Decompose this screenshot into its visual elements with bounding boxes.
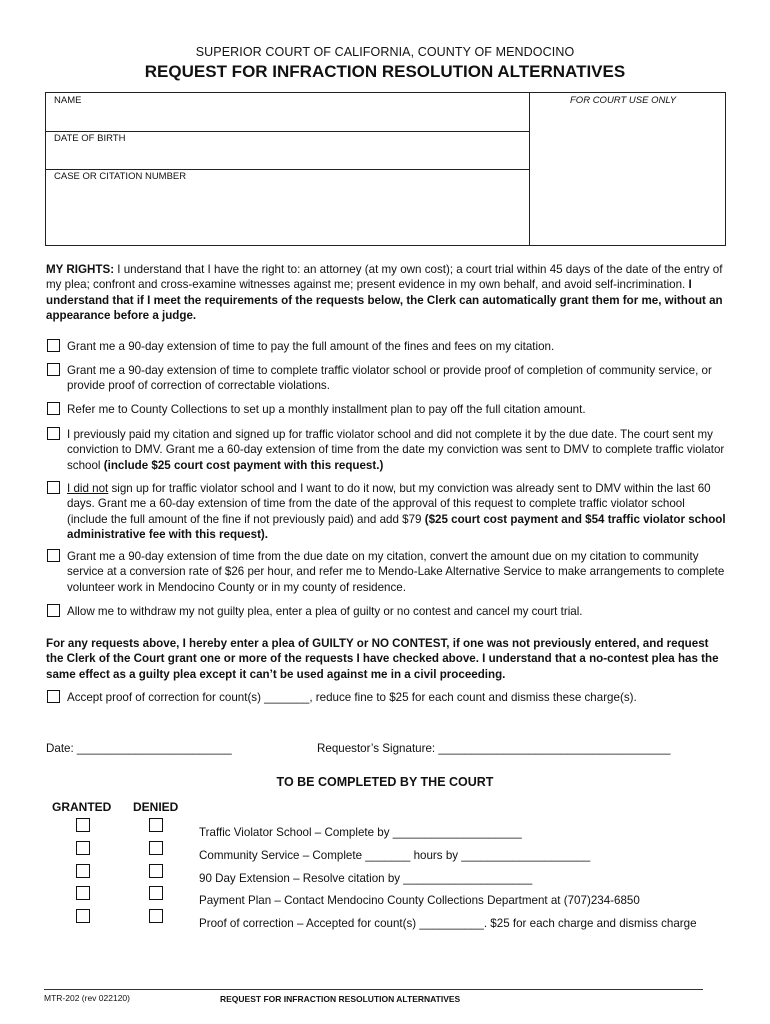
case-number-label: CASE OR CITATION NUMBER	[54, 171, 187, 182]
granted-checkbox[interactable]	[76, 886, 90, 900]
granted-checkbox[interactable]	[76, 841, 90, 855]
option-checkbox-collections[interactable]	[47, 402, 60, 415]
option-checkbox-community-service[interactable]	[47, 549, 60, 562]
denied-checkbox[interactable]	[149, 886, 163, 900]
footer-rule	[44, 989, 703, 990]
form-title: REQUEST FOR INFRACTION RESOLUTION ALTERNATIVES	[144, 62, 626, 81]
correction-checkbox[interactable]	[47, 690, 60, 703]
granted-checkbox[interactable]	[76, 818, 90, 832]
option-90day-pay	[67, 339, 727, 354]
option-bold-text: (include $25 court cost payment with this request.)	[103, 458, 384, 472]
option-checkbox-did-not-sign[interactable]	[47, 481, 60, 494]
option-bold-text: ($25 court cost payment and $54 traffic violator school administrative fee with this request).	[67, 512, 726, 541]
option-checkbox-previously-paid[interactable]	[47, 427, 60, 440]
court-line-proof-correction: Proof of correction – Accepted for count(s) __________. $25 for each charge and dismiss charge	[199, 917, 697, 930]
option-underlined-text: I did not	[67, 482, 109, 495]
denied-checkbox[interactable]	[149, 841, 163, 855]
option-did-not-sign	[67, 481, 727, 542]
option-text: I previously paid my citation and signed up for traffic violator school and did not complete it by the due date. The court sent my conviction to DMV. Grant me a 60-day extension of time from the date my conviction was sent to DMV to complete traffic violator school	[67, 428, 725, 472]
option-90day-tvs	[67, 363, 727, 394]
option-checkbox-90day-pay[interactable]	[47, 339, 60, 352]
option-checkbox-90day-tvs[interactable]	[47, 363, 60, 376]
correction-option: Accept proof of correction for count(s) _______, reduce fine to $25 for each count and dismiss these charge(s).	[67, 691, 637, 704]
court-name: SUPERIOR COURT OF CALIFORNIA, COUNTY OF MENDOCINO	[195, 45, 575, 59]
dob-field[interactable]	[46, 132, 528, 168]
option-text: Grant me a 90-day extension of time from the due date on my citation, convert the amount due on my citation to community service at a conversion rate of $26 per hour, and refer me to Mendo-Lake Alternative Service to make arrangements to complete volunteer work in Mendocino County or in my county of residence.	[67, 550, 725, 594]
option-collections	[67, 402, 727, 417]
form-number: MTR-202 (rev 022120)	[44, 993, 130, 1003]
granted-column-header: GRANTED	[52, 800, 112, 814]
denied-checkbox[interactable]	[149, 864, 163, 878]
name-field[interactable]	[46, 93, 528, 130]
option-text: Grant me a 90-day extension of time to pay the full amount of the fines and fees on my citation.	[67, 340, 555, 353]
dob-label: DATE OF BIRTH	[54, 133, 126, 144]
rights-lead: MY RIGHTS:	[46, 263, 115, 276]
court-line-90day: 90 Day Extension – Resolve citation by ____________________	[199, 872, 533, 885]
denied-column-header: DENIED	[133, 800, 179, 814]
option-withdraw-plea	[67, 604, 727, 619]
option-text: Allow me to withdraw my not guilty plea, enter a plea of guilty or no contest and cancel my court trial.	[67, 605, 583, 618]
name-label: NAME	[54, 95, 82, 106]
court-use-label: FOR COURT USE ONLY	[570, 95, 677, 106]
court-line-payment-plan: Payment Plan – Contact Mendocino County Collections Department at (707)234-6850	[199, 894, 640, 907]
option-text: Grant me a 90-day extension of time to complete traffic violator school or provide proof of completion of community service, or provide proof of correction of correctable violations.	[67, 364, 712, 393]
court-line-community-service: Community Service – Complete _______ hours by ____________________	[199, 849, 591, 862]
court-use-area	[530, 93, 725, 245]
granted-checkbox[interactable]	[76, 909, 90, 923]
option-checkbox-withdraw-plea[interactable]	[47, 604, 60, 617]
date-field[interactable]: Date: ________________________	[46, 742, 232, 755]
rights-text: I understand that I have the right to: an attorney (at my own cost); a court trial within 45 days of the date of the entry of my plea; confront and cross-examine witnesses against me; present evidence in my own behalf, and avoid self-incrimination.	[46, 263, 723, 292]
footer-title: REQUEST FOR INFRACTION RESOLUTION ALTERNATIVES	[220, 994, 461, 1004]
rights-paragraph	[46, 262, 726, 323]
case-number-field[interactable]	[46, 170, 528, 245]
denied-checkbox[interactable]	[149, 909, 163, 923]
rights-clerk-statement: I understand that if I meet the requirements of the requests below, the Clerk can automatically grant them for me, without an appearance before a judge.	[46, 278, 723, 322]
court-section-title: TO BE COMPLETED BY THE COURT	[276, 775, 494, 789]
option-text: Refer me to County Collections to set up a monthly installment plan to pay off the full citation amount.	[67, 403, 586, 416]
option-community-service	[67, 549, 727, 595]
court-line-tvs: Traffic Violator School – Complete by ____________________	[199, 826, 522, 839]
denied-checkbox[interactable]	[149, 818, 163, 832]
plea-statement: For any requests above, I hereby enter a plea of GUILTY or NO CONTEST, if one was not previously entered, and request the Clerk of the Court grant one or more of the requests I have checked above. I understand that a no-contest plea has the same effect as a guilty plea except it can’t be used against me in a civil proceeding.	[46, 637, 719, 681]
granted-checkbox[interactable]	[76, 864, 90, 878]
option-previously-paid	[67, 427, 727, 473]
option-text: sign up for traffic violator school and I want to do it now, but my conviction was already sent to DMV within the last 60 days. Grant me a 60-day extension of time from the date of the approval of this request to complete traffic violator school (include the full amount of the fine if not previously paid) and add $79	[67, 482, 711, 526]
signature-field[interactable]: Requestor’s Signature: ____________________________________	[317, 742, 671, 755]
